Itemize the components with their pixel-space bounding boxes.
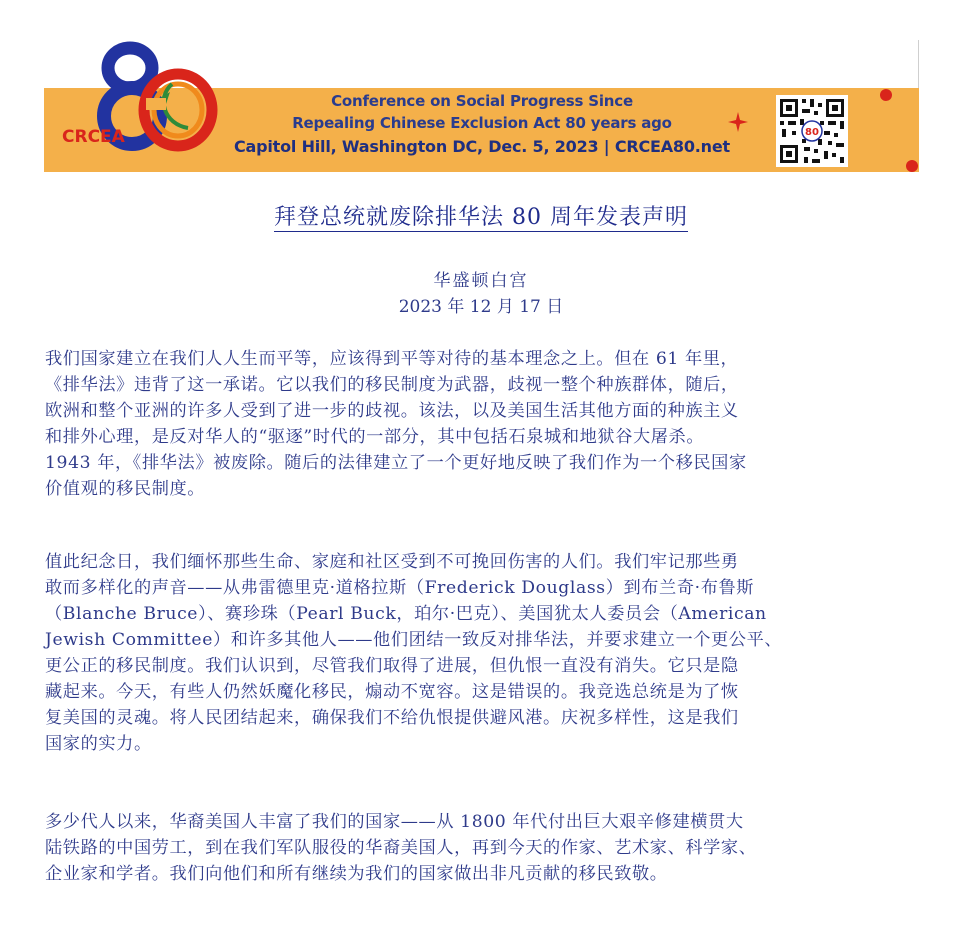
paragraph-line: 价值观的移民制度。 (45, 479, 206, 499)
banner-text (232, 90, 732, 160)
paragraph-line: Jewish Committee）和许多其他人——他们团结一致反对排华法，并要求建立一个更公平、 (45, 630, 783, 650)
banner-line-1: Conference on Social Progress Since (331, 92, 633, 110)
document-title (0, 200, 962, 231)
decorative-dot (880, 89, 892, 101)
paragraph-line: 国家的实力。 (45, 734, 152, 754)
sparkle-icon (728, 112, 748, 132)
paragraph-line: 和排外心理，是反对华人的“驱逐”时代的一部分，其中包括石泉城和地狱谷大屠杀。 (45, 427, 705, 447)
paragraph-line: 更公正的移民制度。我们认识到，尽管我们取得了进展，但仇恨一直没有消失。它只是隐 (45, 656, 739, 676)
banner-line-3: Capitol Hill, Washington DC, Dec. 5, 2023 | CRCEA80.net (234, 137, 730, 156)
paragraph-3 (45, 809, 905, 887)
paragraph-line: （Blanche Bruce）、赛珍珠（Pearl Buck，珀尔·巴克）、美国犹太人委员会（American (45, 604, 767, 624)
statement-date: 2023 年 12 月 17 日 (398, 297, 564, 317)
qr-badge-text: 80 (805, 127, 819, 138)
paragraph-line: 1943 年，《排华法》被废除。随后的法律建立了一个更好地反映了我们作为一个移民国家 (45, 453, 747, 473)
paragraph-2 (45, 549, 905, 757)
decorative-dot (906, 160, 918, 172)
paragraph-line: 欧洲和整个亚洲的许多人受到了进一步的歧视。该法，以及美国生活其他方面的种族主义 (45, 401, 739, 421)
paragraph-line: 复美国的灵魂。将人民团结起来，确保我们不给仇恨提供避风港。庆祝多样性，这是我们 (45, 708, 739, 728)
paragraph-line: 藏起来。今天，有些人仍然妖魔化移民，煽动不宽容。这是错误的。我竞选总统是为了恢 (45, 682, 739, 702)
crcea-80-logo-icon (60, 38, 230, 158)
banner-border (918, 40, 919, 90)
banner-line-2: Repealing Chinese Exclusion Act 80 years ago (292, 114, 672, 132)
paragraph-line: 企业家和学者。我们向他们和所有继续为我们的国家做出非凡贡献的移民致敬。 (45, 864, 668, 884)
paragraph-1 (45, 346, 905, 502)
paragraph-line: 多少代人以来，华裔美国人丰富了我们的国家——从 1800 年代付出巨大艰辛修建横贯大 (45, 812, 744, 832)
statement-location: 华盛顿白宫 (433, 271, 529, 291)
paragraph-line: 我们国家建立在我们人人生而平等，应该得到平等对待的基本理念之上。但在 61 年里， (45, 349, 739, 369)
paragraph-line: 陆铁路的中国劳工，到在我们军队服役的华裔美国人，再到今天的作家、艺术家、科学家、 (45, 838, 757, 858)
qr-code-icon[interactable] (776, 95, 848, 167)
logo-text: CRCEA (62, 127, 125, 147)
paragraph-line: 《排华法》违背了这一承诺。它以我们的移民制度为武器，歧视一整个种族群体，随后， (45, 375, 739, 395)
paragraph-line: 值此纪念日，我们缅怀那些生命、家庭和社区受到不可挽回伤害的人们。我们牢记那些勇 (45, 552, 739, 572)
paragraph-line: 敢而多样化的声音——从弗雷德里克·道格拉斯（Frederick Douglass）到布兰奇·布鲁斯 (45, 578, 755, 598)
document-title-text: 拜登总统就废除排华法 80 周年发表声明 (274, 205, 688, 230)
